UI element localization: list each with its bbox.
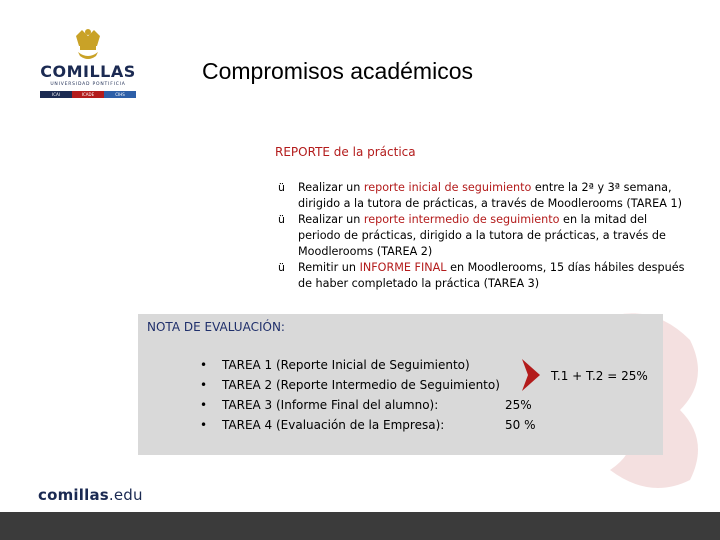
tarea-percentage: 50 % bbox=[505, 418, 536, 432]
crest-icon bbox=[68, 26, 108, 62]
check-icon: ü bbox=[278, 213, 285, 226]
reporte-item bbox=[278, 212, 688, 260]
footer-brand-prefix: comillas bbox=[38, 486, 109, 504]
slide-title: Compromisos académicos bbox=[202, 58, 473, 84]
reporte-item-text: en Moodlerooms, 15 días hábiles después de haber completado la práctica (TAREA 3) bbox=[298, 261, 685, 290]
tarea-label: TAREA 3 (Informe Final del alumno): bbox=[222, 398, 439, 412]
check-icon: ü bbox=[278, 181, 285, 194]
bullet-icon: • bbox=[200, 378, 208, 392]
reporte-item-text: Realizar un bbox=[298, 213, 364, 226]
footer-brand bbox=[38, 486, 143, 504]
tarea-label: TAREA 1 (Reporte Inicial de Seguimiento) bbox=[222, 358, 470, 372]
footer-brand-suffix: .edu bbox=[108, 486, 143, 504]
sum-text: T.1 + T.2 = 25% bbox=[551, 369, 648, 383]
bullet-icon: • bbox=[200, 358, 208, 372]
reporte-item-text: Realizar un bbox=[298, 181, 364, 194]
reporte-item bbox=[278, 180, 688, 212]
tarea-label: TAREA 4 (Evaluación de la Empresa): bbox=[222, 418, 445, 432]
logo-wordmark: COMILLAS bbox=[40, 62, 136, 81]
chevron-right-icon bbox=[520, 358, 542, 392]
logo-strip-icai: ICAI bbox=[40, 91, 72, 98]
reporte-item-highlight: reporte inicial de seguimiento bbox=[363, 181, 532, 194]
nota-evaluacion-box bbox=[138, 314, 663, 455]
logo-subtitle: UNIVERSIDAD PONTIFICIA bbox=[50, 82, 126, 87]
logo-strip bbox=[40, 91, 136, 98]
footer-bar bbox=[0, 512, 720, 540]
reporte-item-text: entre la 2ª y 3ª semana, dirigido a la tutora de prácticas, a través de Moodlerooms (TAREA 1) bbox=[298, 181, 682, 210]
reporte-item-highlight: INFORME FINAL bbox=[359, 261, 447, 274]
tarea-percentage: 25% bbox=[505, 398, 532, 412]
reporte-heading: REPORTE de la práctica bbox=[275, 145, 416, 159]
reporte-checklist bbox=[278, 180, 688, 292]
tarea-label: TAREA 2 (Reporte Intermedio de Seguimiento) bbox=[222, 378, 500, 392]
reporte-item-highlight: reporte intermedio de seguimiento bbox=[363, 213, 560, 226]
bullet-icon: • bbox=[200, 398, 208, 412]
reporte-item bbox=[278, 260, 688, 292]
nota-heading: NOTA DE EVALUACIÓN: bbox=[147, 320, 285, 334]
logo-strip-icade: ICADE bbox=[72, 91, 104, 98]
bullet-icon: • bbox=[200, 418, 208, 432]
check-icon: ü bbox=[278, 261, 285, 274]
comillas-logo bbox=[36, 26, 140, 100]
reporte-item-text: Remitir un bbox=[298, 261, 360, 274]
reporte-item-text: en la mitad del periodo de prácticas, dirigido a la tutora de prácticas, a través de Moodlerooms (TAREA 2) bbox=[298, 213, 666, 258]
logo-strip-cihs: CIHS bbox=[104, 91, 136, 98]
